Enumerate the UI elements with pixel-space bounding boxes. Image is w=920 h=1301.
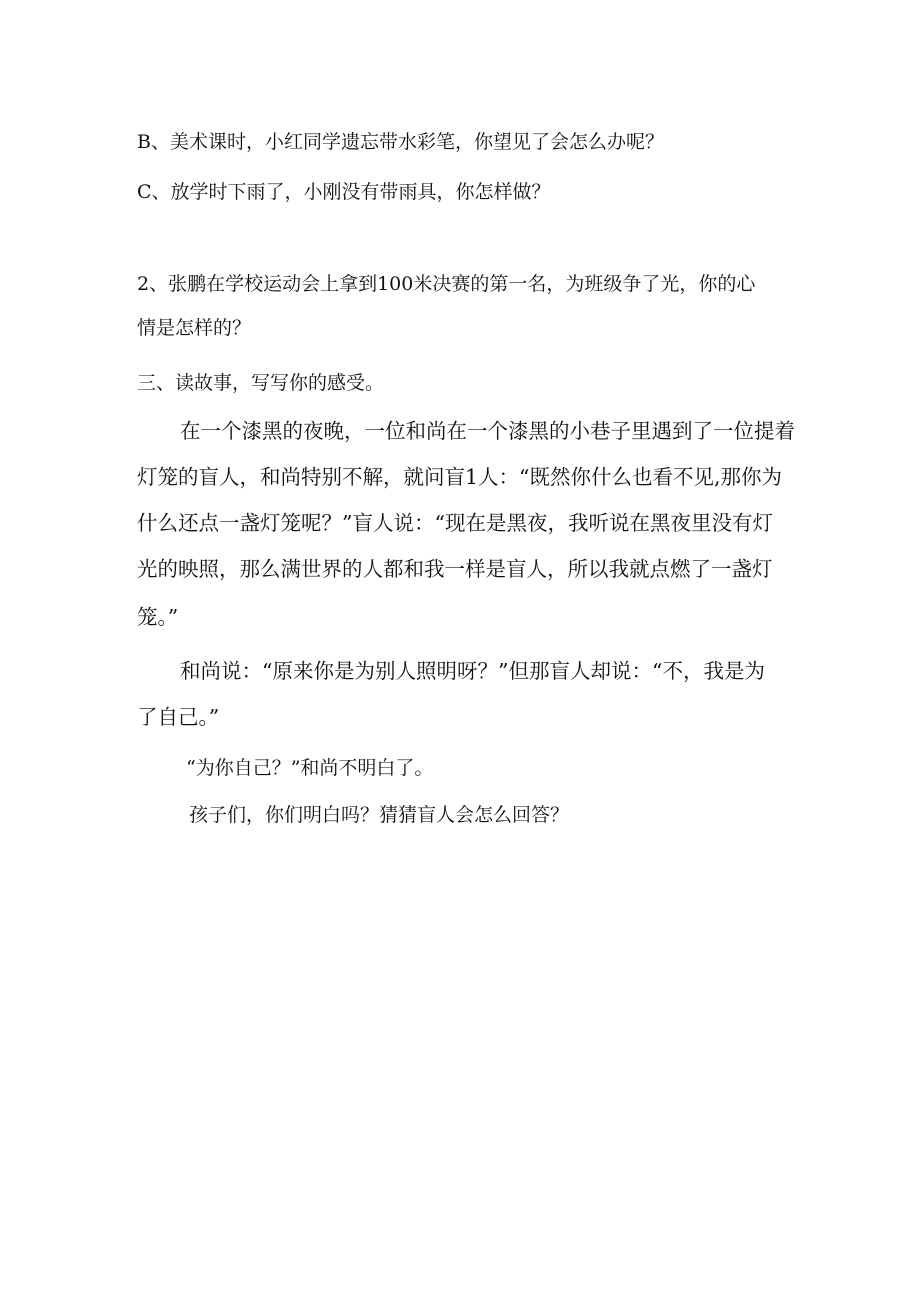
story-paragraph-1-line-1: 在一个漆黑的夜晚，一位和尚在一个漆黑的小巷子里遇到了一位提着 — [180, 419, 795, 443]
story-paragraph-1-line-2: 灯笼的盲人，和尚特别不解，就问盲1人：“既然你什么也看不见,那你为 — [137, 465, 783, 489]
story-paragraph-1-line-5: 笼。” — [137, 605, 179, 629]
story-paragraph-1-line-4: 光的映照，那么满世界的人都和我一样是盲人，所以我就点燃了一盏灯 — [137, 557, 773, 581]
question-2-line-2: 情是怎样的？ — [137, 317, 252, 339]
question-item-b: B、美术课时，小红同学遗忘带水彩笔，你望见了会怎么办呢？ — [137, 131, 664, 153]
story-paragraph-2-line-1: 和尚说：“原来你是为别人照明呀？”但那盲人却说：“不，我是为 — [180, 659, 765, 683]
story-paragraph-3: “为你自己？”和尚不明白了。 — [186, 757, 434, 779]
story-paragraph-4: 孩子们，你们明白吗？猜猜盲人会怎么回答？ — [189, 804, 570, 826]
story-paragraph-2-line-2: 了自己。” — [137, 705, 220, 729]
question-item-c: C、放学时下雨了，小刚没有带雨具，你怎样做？ — [137, 181, 551, 203]
question-2-line-1: 2、张鹏在学校运动会上拿到100米决赛的第一名，为班级争了光，你的心 — [137, 273, 756, 295]
story-paragraph-1-line-3: 什么还点一盏灯笼呢？”盲人说：“现在是黑夜，我听说在黑夜里没有灯 — [137, 511, 773, 535]
section-3-heading: 三、读故事，写写你的感受。 — [137, 372, 385, 394]
